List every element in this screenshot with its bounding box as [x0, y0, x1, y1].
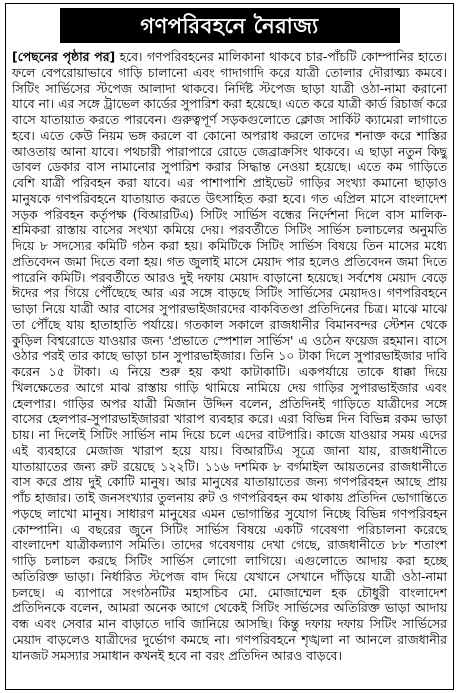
- article-body: [12, 49, 447, 663]
- continuation-label: [পেছনের পৃষ্ঠার পর]: [12, 49, 116, 64]
- news-clipping: [5, 3, 454, 690]
- headline-banner: [60, 8, 400, 43]
- article-text: হবে। গণপরিবহনের মালিকানা থাকবে চার-পাঁচটি কোম্পানির হাতে। ফলে বেপরোয়াভাবে গাড়ি চালানো এবং গাদাগাদি করে যাত্রী তোলার দৌরাত্ম্য কমবে। সিটিং সার্ভিসের স্টপেজ আলাদা থাকবে। নির্দিষ্ট স্টপেজ ছাড়া যাত্রী ওঠা-নামা করানো যাবে না। এর সঙ্গে ট্রাভেল কার্ডের সুপারিশ করা হয়েছে। এতে করে যাত্রী কার্ড রিচার্জ করে বাসে যাতায়াত করতে পারবেন। গুরুত্বপূর্ণ সড়কগুলোতে ক্লোজ সার্কিট ক্যামেরা লাগাতে হবে। এতে কেউ নিয়ম ভঙ্গ করলে বা কোনো অপরাধ করলে তাদের শনাক্ত করে শাস্তির আওতায় আনা যাবে। পথচারী পারাপারে রোডে জেব্রাক্রসিং থাকবে। এ ছাড়া নতুন কিছু ডাবল ডেকার বাস নামানোর সুপারিশ করার সিদ্ধান্ত নেওয়া হয়েছে। এতে কম গাড়িতে বেশি যাত্রী পরিবহন করা যাবে। এর পাশাপাশি প্রাইভেট গাড়ির সংখ্যা কমানো ছাড়াও মানুষকে গণপরিবহনে যাতায়াত করতে উৎসাহিত করা হবে। গত এপ্রিল মাসে বাংলাদেশ সড়ক পরিবহন কর্তৃপক্ষ (বিআরটিএ) সিটিং সার্ভিস বন্ধের নির্দেশনা দিলে বাস মালিক-শ্রমিকরা রাস্তায় বাসের সংখ্যা কমিয়ে দেয়। পরবর্তীতে সিটিং সার্ভিস চলাচলের অনুমতি দিয়ে ৮ সদস্যের কমিটি গঠন করা হয়। কমিটিকে সিটিং সার্ভিস বিষয়ে তিন মাসের মধ্যে প্রতিবেদন জমা দিতে বলা হয়। গত জুলাই মাসে মেয়াদ পার হলেও প্রতিবেদন জমা দিতে পারেনি কমিটি। পরবর্তীতে আরও দুই দফায় মেয়াদ বাড়ানো হয়েছে। সর্বশেষ মেয়াদ বেড়ে ঈদের পর গিয়ে পৌঁছেছে আর এর সঙ্গে বাড়ছে সিটিং সার্ভিসের মেয়াদও। গণপরিবহনে ভাড়া নিয়ে যাত্রী আর বাসের সুপারভাইজারদের বাকবিতণ্ডা প্রতিদিনের চিত্র। মাঝে মাঝে তা পৌঁছে যায় হাতাহাতি পর্যায়ে। গতকাল সকালে রাজধানীর বিমানবন্দর স্টেশন থেকে কুড়িল বিশ্বরোডে যাওয়ার জন্য 'প্রভাতে স্পেশাল সার্ভিস' এ ওঠেন ফয়েজ রহমান। বাসে ওঠার পরই তার কাছে ভাড়া চান সুপারভাইজার। তিনি ১০ টাকা দিলে সুপারভাইজার দাবি করেন ১৫ টাকা। এ নিয়ে শুরু হয় কথা কাটাকাটি। একপর্যায়ে তাকে ধাক্কা দিয়ে খিলক্ষেতের আগে মাঝ রাস্তায় গাড়ি থামিয়ে নামিয়ে দেয় গাড়ির সুপারভাইজার এবং হেলপার। গাড়ির অপর যাত্রী মিজান উদ্দিন বলেন, প্রতিদিনই গাড়িতে যাত্রীদের সঙ্গে বাসের হেলপার-সুপারভাইজাররা খারাপ ব্যবহার করে। এরা বিভিন্ন দিন বিভিন্ন রকম ভাড়া চায়। না দিলেই সিটিং সার্ভিস নাম দিয়ে চলে এদের বাটপারি। কাজে যাওয়ার সময় এদের এই ব্যবহারে মেজাজ খারাপ হয়ে যায়। বিআরটিএ সূত্রে জানা যায়, রাজধানীতে যাতায়াতের জন্য রুট রয়েছে ১২২টি। ১১৬ দশমিক ৮ বর্গমাইল আয়তনের রাজধানীতে বাস করে প্রায় দুই কোটি মানুষ। আর মানুষের যাতায়াতের জন্য গণপরিবহন আছে প্রায় পাঁচ হাজার। তাই জনসংখ্যার তুলনায় রুট ও গণপরিবহন কম থাকায় প্রতিদিন ভোগান্তিতে পড়ছে লাখো মানুষ। সাধারণ মানুষের এমন ভোগান্তির সুযোগ নিচ্ছে বিভিন্ন গণপরিবহন কোম্পানি। এ বছরের জুনে সিটিং সার্ভিস বিষয়ে একটি গবেষণা পরিচালনা করেছে বাংলাদেশ যাত্রীকল্যাণ সমিতি। তাদের গবেষণায় দেখা গেছে, রাজধানীতে ৮৮ শতাংশ গাড়ি চলাচল করছে সিটিং সার্ভিস লোগো লাগিয়ে। এগুলোতে আদায় করা হচ্ছে অতিরিক্ত ভাড়া। নির্ধারিত স্টপেজ বাদ দিয়ে যেখানে সেখানে দাঁড়িয়ে যাত্রী ওঠা-নামা চলছে। এ ব্যাপারে সংগঠনটির মহাসচিব মো. মোজাম্মেল হক চৌধুরী বাংলাদেশ প্রতিদিনকে বলেন, আমরা অনেক আগে থেকেই সিটিং সার্ভিসের অতিরিক্ত ভাড়া আদায় বন্ধ এবং সেবার মান বাড়াতে দাবি জানিয়ে আসছি। কিন্তু দফায় দফায় সিটিং সার্ভিসের মেয়াদ বাড়লেও যাত্রীদের দুর্ভোগ কমছে না। গণপরিবহনে শৃঙ্খলা না আনলে রাজধানীর যানজট সমস্যার সমাধান কখনই হবে না বরং প্রতিদিন আরও বাড়বে।: [12, 49, 447, 663]
- headline: গণপরিবহনে নৈরাজ্য: [140, 13, 319, 38]
